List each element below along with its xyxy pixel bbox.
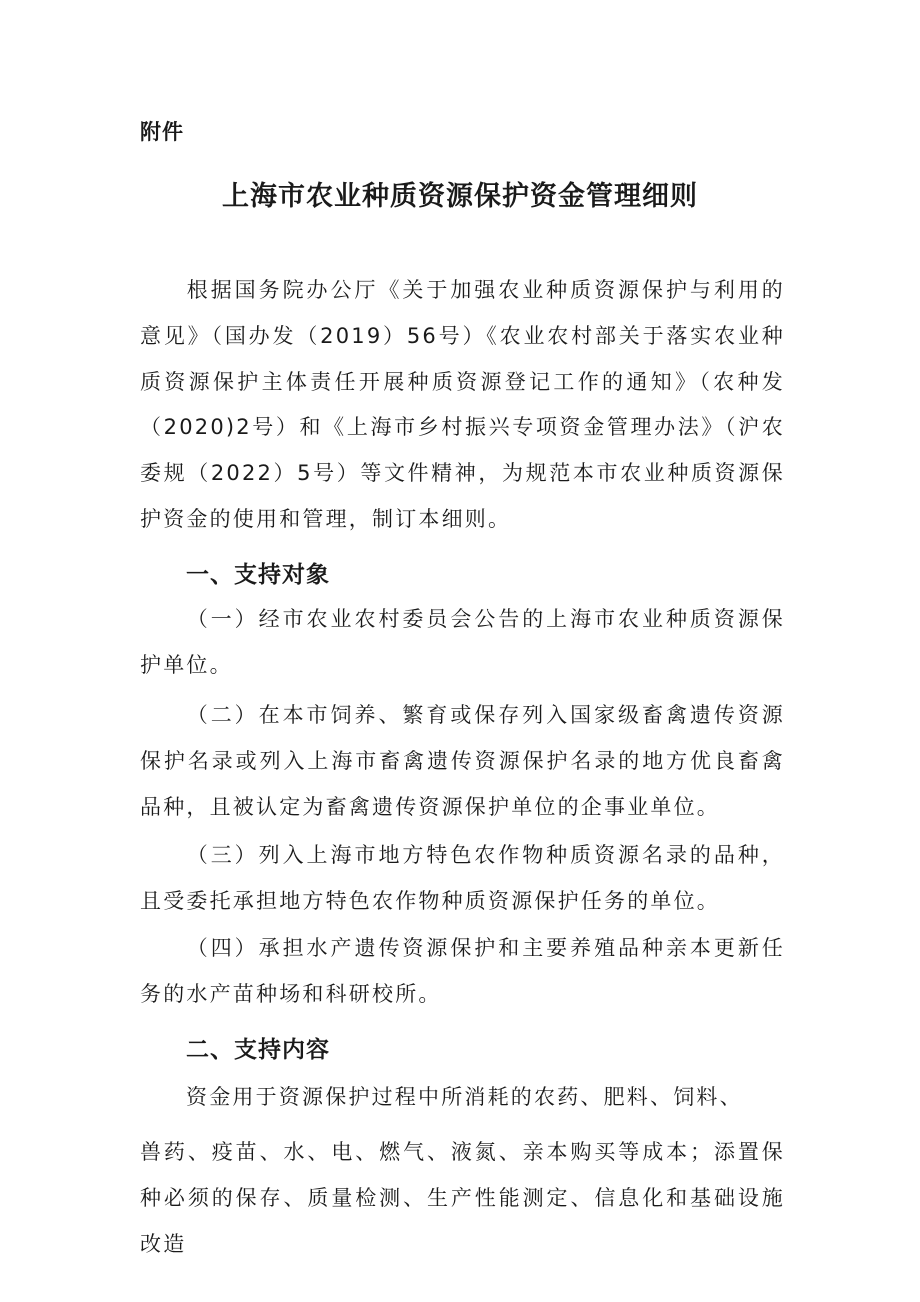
section2-continuation: 兽药、疫苗、水、电、燃气、液氮、亲本购买等成本；添置保种必须的保存、质量检测、生产性能测定、信息化和基础设施改造 xyxy=(140,1140,785,1256)
section1-item-1 xyxy=(140,597,785,689)
attachment-label: 附件 xyxy=(140,120,184,144)
section1-item-2 xyxy=(140,693,785,830)
intro-text: 根据国务院办公厅《关于加强农业种质资源保护与利用的意见》（国办发（2019）56号）《农业农村部关于落实农业种质资源保护主体责任开展种质资源登记工作的通知》（农种发（2020)2号）和《上海市乡村振兴专项资金管理办法》（沪农委规（2022）5号）等文件精神，为规范本市农业种质资源保护资金的使用和管理，制订本细则。 xyxy=(140,278,785,531)
intro-paragraph xyxy=(140,268,785,543)
section1-item-3 xyxy=(140,833,785,925)
document-title: 上海市农业种质资源保护资金管理细则 xyxy=(222,181,698,212)
section1-item-3-text: （三）列入上海市地方特色农作物种质资源名录的品种，且受委托承担地方特色农作物种质资源保护任务的单位。 xyxy=(140,843,785,913)
section2-first-line-text: 资金用于资源保护过程中所消耗的农药、肥料、饲料、 xyxy=(186,1085,743,1109)
section1-item-4 xyxy=(140,926,785,1018)
section2-heading: 二、支持内容 xyxy=(186,1037,330,1063)
section1-item-2-text: （二）在本市饲养、繁育或保存列入国家级畜禽遗传资源保护名录或列入上海市畜禽遗传资源保护名录的地方优良畜禽品种，且被认定为畜禽遗传资源保护单位的企事业单位。 xyxy=(140,703,785,819)
section2-first-line xyxy=(140,1081,785,1111)
section1-item-4-text: （四）承担水产遗传资源保护和主要养殖品种亲本更新任务的水产苗种场和科研校所。 xyxy=(140,936,785,1006)
section1-heading: 一、支持对象 xyxy=(186,562,330,588)
section1-item-1-text: （一）经市农业农村委员会公告的上海市农业种质资源保护单位。 xyxy=(140,607,785,677)
